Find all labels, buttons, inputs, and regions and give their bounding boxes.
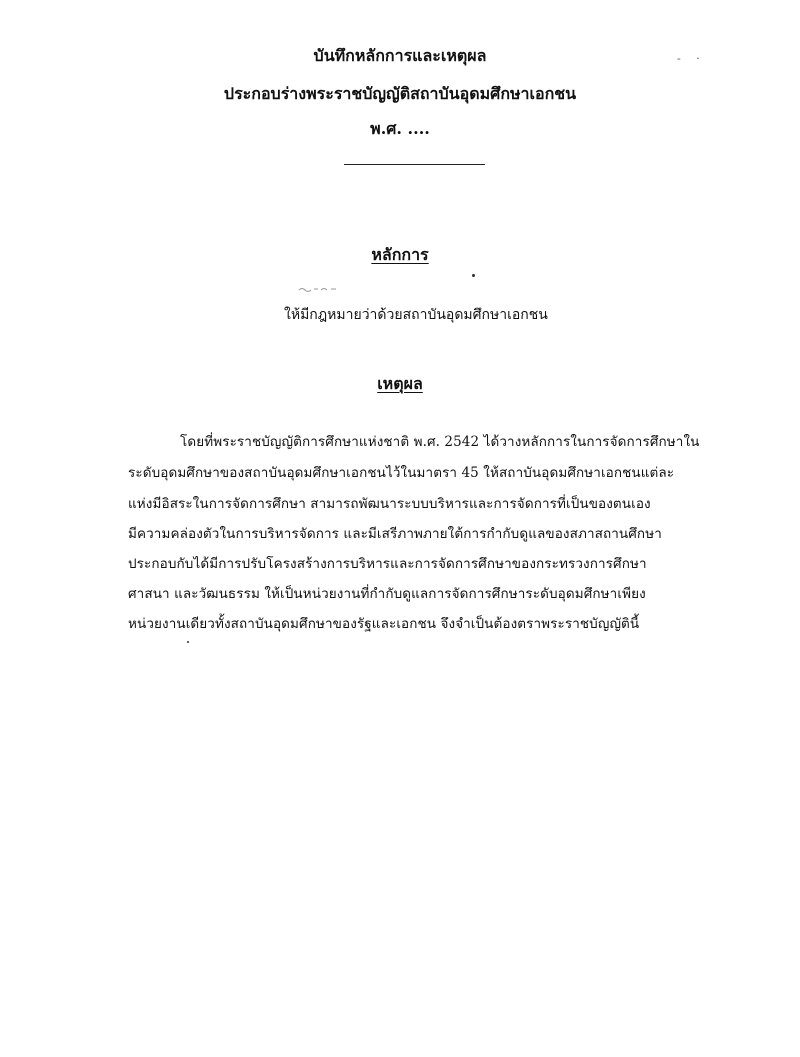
scan-smudge — [298, 286, 338, 292]
document-title: บันทึกหลักการและเหตุผล — [313, 46, 487, 65]
document-subtitle: ประกอบร่างพระราชบัญญัติสถาบันอุดมศึกษาเอกชน — [223, 84, 577, 103]
reason-heading: เหตุผล — [377, 374, 423, 393]
scan-speck — [472, 274, 475, 277]
principle-heading: หลักการ — [371, 245, 429, 264]
principle-heading-block — [0, 243, 800, 268]
reason-line: มีความคล่องตัวในการบริหารจัดการ และมีเสรีภาพภายใต้การกำกับดูแลของสภาสถานศึกษา — [128, 526, 662, 542]
scan-speck — [187, 641, 189, 643]
corner-mark: - · — [677, 52, 706, 65]
principle-text: ให้มีกฎหมายว่าด้วยสถาบันอุดมศึกษาเอกชน — [284, 307, 548, 323]
reason-line: ศาสนา และวัฒนธรรม ให้เป็นหน่วยงานที่กำกับดูแลการจัดการศึกษาระดับอุดมศึกษาเพียง — [128, 586, 646, 602]
reason-line: ประกอบกับได้มีการปรับโครงสร้างการบริหารและการจัดการศึกษาของกระทรวงการศึกษา — [128, 556, 647, 572]
reason-line: ระดับอุดมศึกษาของสถาบันอุดมศึกษาเอกชนไว้ในมาตรา 45 ให้สถาบันอุดมศึกษาเอกชนแต่ละ — [128, 465, 675, 481]
title-divider — [344, 164, 485, 165]
reason-heading-block — [0, 372, 800, 397]
reason-line: แห่งมีอิสระในการจัดการศึกษา สามารถพัฒนาระบบบริหารและการจัดการที่เป็นของตนเอง — [128, 496, 651, 512]
document-year: พ.ศ. .... — [370, 119, 430, 138]
reason-line: โดยที่พระราชบัญญัติการศึกษาแห่งชาติ พ.ศ. 2542 ได้วางหลักการในการจัดการศึกษาใน — [180, 434, 700, 450]
reason-line: หน่วยงานเดียวทั้งสถาบันอุดมศึกษาของรัฐและเอกชน จึงจำเป็นต้องตราพระราชบัญญัตินี้ — [128, 616, 640, 632]
